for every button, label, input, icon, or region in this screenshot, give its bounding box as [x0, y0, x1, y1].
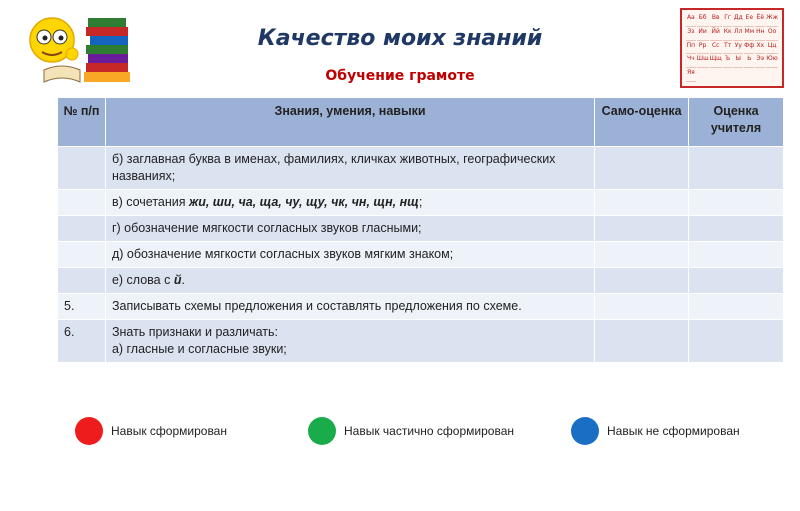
alphabet-letter: Яя: [686, 69, 696, 82]
table-row: [58, 147, 784, 190]
row-skill-emphasis: й: [173, 273, 182, 287]
row-skill-suffix: .: [181, 273, 185, 287]
alphabet-letter: Хх: [755, 42, 765, 55]
header-teacher-assessment: Оценка учителя: [689, 98, 784, 147]
row-teacher-assessment-cell[interactable]: [689, 190, 784, 216]
row-teacher-assessment-cell[interactable]: [689, 294, 784, 320]
table-row: [58, 320, 784, 363]
row-self-assessment-cell[interactable]: [595, 242, 689, 268]
row-teacher-assessment-cell[interactable]: [689, 216, 784, 242]
row-skill-line: Знать признаки и различать:: [111, 325, 278, 339]
alphabet-letter: Мм: [744, 28, 754, 41]
alphabet-letter: Уу: [733, 42, 743, 55]
alphabet-letter: Оо: [766, 28, 778, 41]
legend-item-formed: [75, 417, 227, 445]
row-skill-prefix: в) сочетания: [111, 195, 189, 209]
row-skill-line: а) гласные и согласные звуки;: [111, 342, 287, 356]
row-number: [58, 190, 106, 216]
alphabet-letter: Чч: [686, 55, 696, 68]
row-skill-suffix: ;: [418, 195, 423, 209]
row-skill: [105, 190, 594, 216]
alphabet-letter: Вв: [710, 14, 722, 27]
alphabet-letter: Дд: [733, 14, 743, 27]
alphabet-letter: Тт: [723, 42, 733, 55]
row-skill: [105, 320, 594, 363]
table-row: [58, 242, 784, 268]
header-skill: Знания, умения, навыки: [105, 98, 594, 147]
alphabet-letter: Ъ: [723, 55, 733, 68]
alphabet-letter: Бб: [697, 14, 709, 27]
row-self-assessment-cell[interactable]: [595, 190, 689, 216]
alphabet-letter: Ёё: [755, 14, 765, 27]
legend-item-not-formed: [571, 417, 740, 445]
alphabet-letter: Цц: [766, 42, 778, 55]
alphabet-letter: Нн: [755, 28, 765, 41]
row-teacher-assessment-cell[interactable]: [689, 242, 784, 268]
alphabet-letter: Шш: [697, 55, 709, 68]
alphabet-letter: Гг: [723, 14, 733, 27]
alphabet-letter: Ы: [733, 55, 743, 68]
row-number: [58, 242, 106, 268]
row-skill: д) обозначение мягкости согласных звуков мягким знаком;: [105, 242, 594, 268]
alphabet-letter: Ии: [697, 28, 709, 41]
alphabet-letter: Жж: [766, 14, 778, 27]
alphabet-letter: Аа: [686, 14, 696, 27]
row-skill: б) заглавная буква в именах, фамилиях, кличках животных, географических названиях;: [105, 147, 594, 190]
row-self-assessment-cell[interactable]: [595, 147, 689, 190]
alphabet-letter: Йй: [710, 28, 722, 41]
row-teacher-assessment-cell[interactable]: [689, 268, 784, 294]
alphabet-letter: Рр: [697, 42, 709, 55]
row-skill-prefix: е) слова с: [111, 273, 174, 287]
row-self-assessment-cell[interactable]: [595, 268, 689, 294]
table-header-row: [58, 98, 784, 147]
row-number: [58, 216, 106, 242]
blue-dot-icon: [571, 417, 599, 445]
alphabet-letter: Кк: [723, 28, 733, 41]
table-row: [58, 294, 784, 320]
legend-label: Навык сформирован: [111, 424, 227, 438]
header-number: № п/п: [58, 98, 106, 147]
alphabet-letter: Юю: [766, 55, 778, 68]
legend-label: Навык частично сформирован: [344, 424, 514, 438]
alphabet-letter: Ь: [744, 55, 754, 68]
row-number: [58, 147, 106, 190]
alphabet-letter: Зз: [686, 28, 696, 41]
alphabet-letter: Лл: [733, 28, 743, 41]
row-self-assessment-cell[interactable]: [595, 294, 689, 320]
skills-table: [57, 97, 784, 363]
alphabet-letter: Пп: [686, 42, 696, 55]
row-number: 5.: [58, 294, 106, 320]
row-skill: [105, 268, 594, 294]
legend-item-partially-formed: [308, 417, 514, 445]
alphabet-letter: Ее: [744, 14, 754, 27]
page-subtitle: Обучение грамоте: [325, 68, 475, 84]
table-row: [58, 216, 784, 242]
alphabet-letter: Сс: [710, 42, 722, 55]
row-skill: Записывать схемы предложения и составлять предложения по схеме.: [105, 294, 594, 320]
row-self-assessment-cell[interactable]: [595, 320, 689, 363]
row-number: [58, 268, 106, 294]
alphabet-letter: Фф: [744, 42, 754, 55]
row-self-assessment-cell[interactable]: [595, 216, 689, 242]
alphabet-letter: Ээ: [755, 55, 765, 68]
row-teacher-assessment-cell[interactable]: [689, 320, 784, 363]
row-skill-emphasis: жи, ши, ча, ща, чу, щу, чк, чн, щн, нщ: [189, 195, 419, 209]
header-self-assessment: Само-оценка: [595, 98, 689, 147]
table-row: [58, 190, 784, 216]
row-number: 6.: [58, 320, 106, 363]
red-dot-icon: [75, 417, 103, 445]
table-row: [58, 268, 784, 294]
alphabet-letter: Щщ: [710, 55, 722, 68]
green-dot-icon: [308, 417, 336, 445]
row-skill: г) обозначение мягкости согласных звуков гласными;: [105, 216, 594, 242]
legend-label: Навык не сформирован: [607, 424, 740, 438]
row-teacher-assessment-cell[interactable]: [689, 147, 784, 190]
page-title: Качество моих знаний: [257, 26, 543, 51]
